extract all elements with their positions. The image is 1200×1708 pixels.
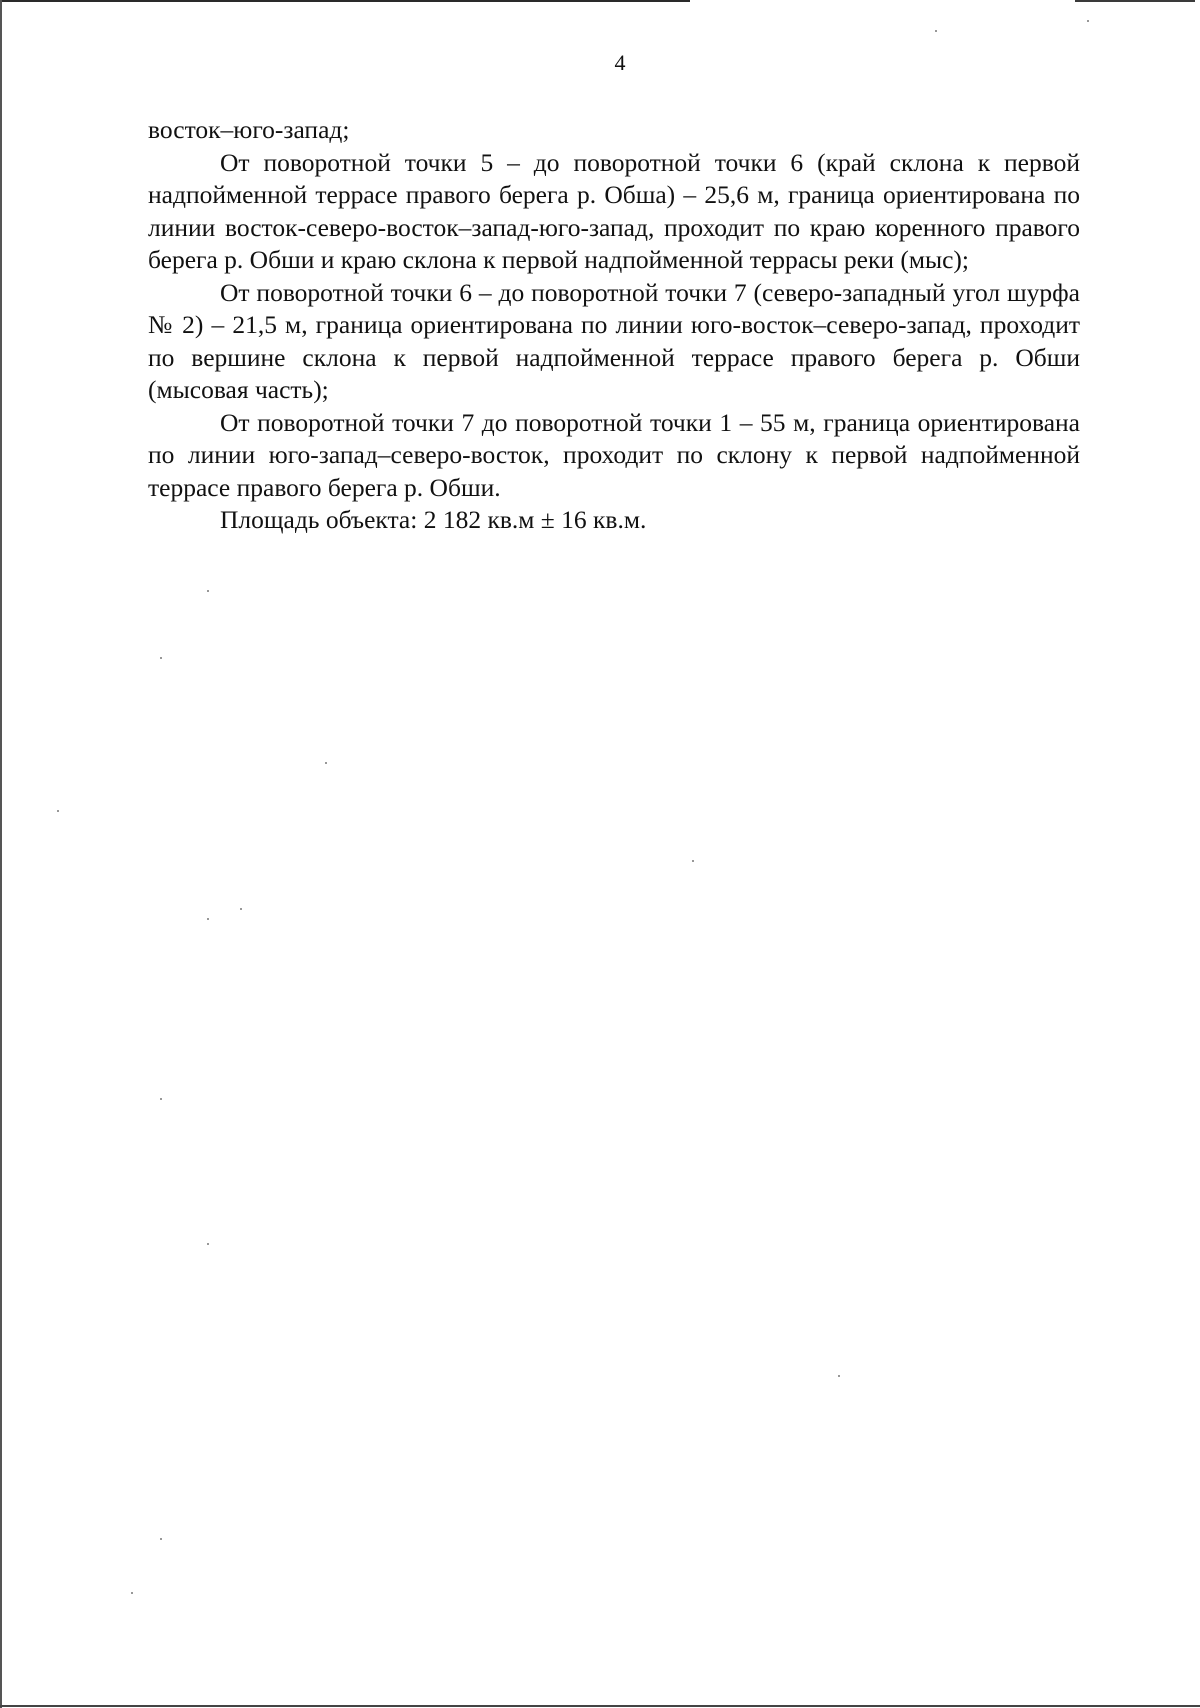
scan-speck — [160, 1538, 162, 1540]
scan-speck — [325, 762, 327, 764]
scan-speck — [160, 657, 162, 659]
scan-edge-top — [0, 0, 690, 2]
scan-speck — [692, 860, 694, 862]
paragraph-segment-5-6: От поворотной точки 5 – до поворотной точки 6 (край склона к первой надпойменной террасе правого берега р. Обша) – 25,6 м, граница ориентирована по линии восток-северо-восток–запад-юго-запад, проходит по краю коренного правого берега р. Обши и краю склона к первой надпойменной террасы реки (мыс); — [148, 147, 1080, 274]
paragraph-segment-6-7: От поворотной точки 6 – до поворотной точки 7 (северо-западный угол шурфа № 2) – 21,5 м, граница ориентирована по линии юго-восток–северо-запад, проходит по вершине склона к первой надпойменной террасе правого берега р. Обши (мысовая часть); — [148, 277, 1080, 404]
scan-speck — [838, 1375, 840, 1377]
paragraph-continuation: восток–юго-запад; — [148, 115, 350, 144]
scan-speck — [1087, 20, 1089, 22]
paragraph-area: Площадь объекта: 2 182 кв.м ± 16 кв.м. — [220, 505, 647, 534]
scan-speck — [207, 1243, 209, 1245]
page-number: 4 — [614, 50, 626, 75]
document-body — [148, 114, 1080, 537]
paragraph-segment-7-1: От поворотной точки 7 до поворотной точки 1 – 55 м, граница ориентирована по линии юго-запад–северо-восток, проходит по склону к первой надпойменной террасе правого берега р. Обши. — [148, 407, 1080, 502]
scan-speck — [935, 30, 937, 32]
scan-edge-top-right — [1075, 0, 1195, 2]
scan-speck — [207, 590, 209, 592]
scan-speck — [57, 810, 59, 812]
scan-edge-bottom — [0, 1705, 1200, 1707]
scan-speck — [131, 1592, 133, 1594]
scan-speck — [160, 1098, 162, 1100]
scan-speck — [240, 908, 242, 910]
scan-speck — [207, 918, 209, 920]
scan-edge-left — [0, 0, 2, 1708]
